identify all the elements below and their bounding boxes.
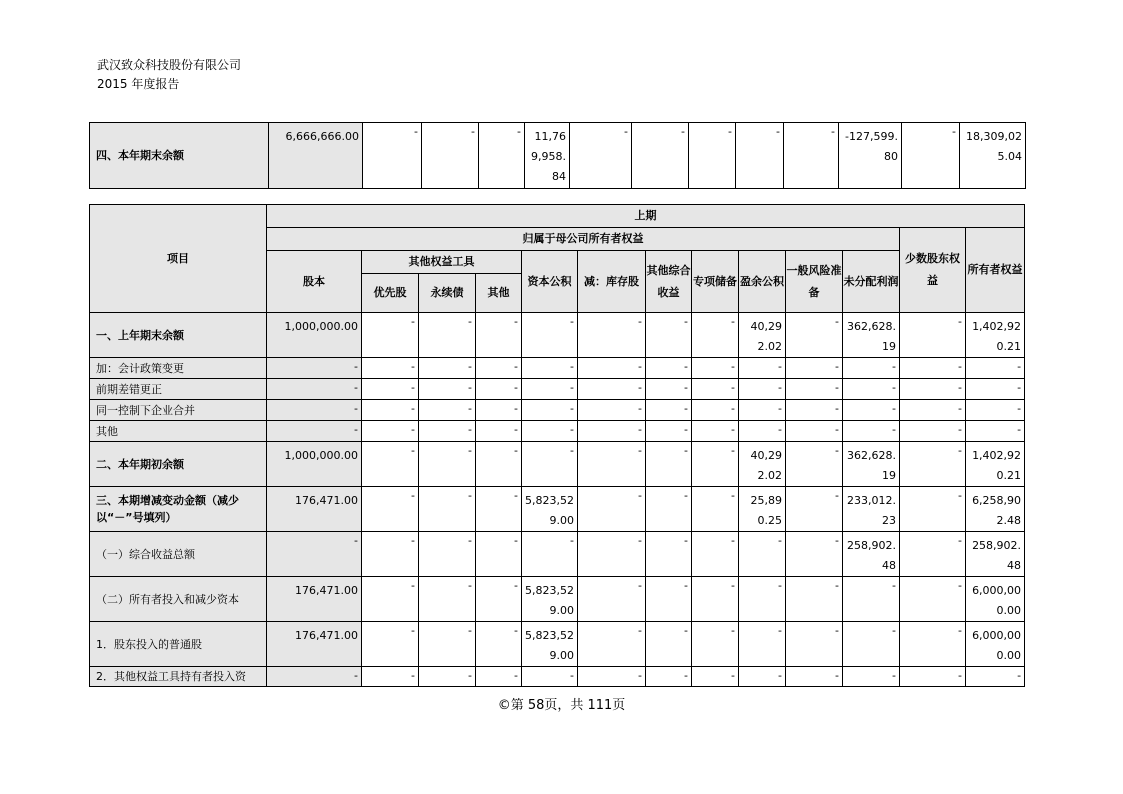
table-cell: - — [422, 123, 479, 189]
parent-equity-header: 归属于母公司所有者权益 — [267, 228, 900, 251]
table-cell: - — [522, 379, 578, 400]
table-cell: - — [786, 487, 843, 532]
table-cell: - — [522, 442, 578, 487]
table-cell: - — [692, 400, 739, 421]
table-cell: - — [476, 577, 522, 622]
table-cell: - — [267, 421, 362, 442]
table-cell: - — [966, 667, 1025, 687]
table-cell: - — [476, 400, 522, 421]
table-cell: - — [646, 421, 692, 442]
table-cell: - — [646, 532, 692, 577]
table-row — [90, 622, 1025, 667]
table-cell: - — [692, 532, 739, 577]
minority-header: 少数股东权益 — [900, 228, 966, 313]
row-label: 前期差错更正 — [90, 379, 267, 400]
table-cell: 18,309,025.04 — [960, 123, 1026, 189]
table-cell: - — [578, 667, 646, 687]
table-cell: - — [692, 622, 739, 667]
table-cell: - — [692, 577, 739, 622]
table-row — [90, 421, 1025, 442]
table-cell: - — [476, 622, 522, 667]
table-cell: - — [966, 421, 1025, 442]
table-cell: - — [522, 667, 578, 687]
table-cell: - — [570, 123, 632, 189]
table-cell: - — [578, 358, 646, 379]
table-cell: - — [419, 358, 476, 379]
table-cell: - — [419, 379, 476, 400]
table-row — [90, 358, 1025, 379]
table-cell: 176,471.00 — [267, 622, 362, 667]
table-cell: - — [784, 123, 839, 189]
table-cell: - — [900, 532, 966, 577]
table-cell: 1,402,920.21 — [966, 442, 1025, 487]
table-cell: - — [578, 532, 646, 577]
table-cell: - — [419, 577, 476, 622]
table-cell: - — [362, 667, 419, 687]
table-cell: - — [522, 313, 578, 358]
report-header — [97, 56, 241, 94]
row-label: 1．股东投入的普通股 — [90, 622, 267, 667]
table-cell: - — [267, 400, 362, 421]
table-cell: - — [646, 667, 692, 687]
period-header: 上期 — [267, 205, 1025, 228]
table-cell: 25,890.25 — [739, 487, 786, 532]
table-cell: - — [419, 487, 476, 532]
table-cell: - — [362, 622, 419, 667]
table-cell: - — [900, 358, 966, 379]
table-row — [90, 532, 1025, 577]
table-cell: - — [419, 400, 476, 421]
table-cell: 258,902.48 — [966, 532, 1025, 577]
table-cell: - — [786, 532, 843, 577]
table-cell: - — [739, 577, 786, 622]
table-cell: - — [362, 313, 419, 358]
table-cell: 176,471.00 — [267, 577, 362, 622]
undistributed-header: 未分配利润 — [843, 251, 900, 313]
table-cell: - — [476, 442, 522, 487]
table-cell: - — [522, 358, 578, 379]
table-cell: 6,000,000.00 — [966, 577, 1025, 622]
table-cell: - — [843, 622, 900, 667]
capital-reserve-header: 资本公积 — [522, 251, 578, 313]
page-footer: ©第 58页，共 111页 — [497, 698, 626, 713]
table-cell: 1,000,000.00 — [267, 313, 362, 358]
table-cell: - — [362, 379, 419, 400]
table-cell: - — [843, 358, 900, 379]
table-cell: - — [739, 358, 786, 379]
table-cell: - — [646, 313, 692, 358]
table-cell: - — [476, 667, 522, 687]
treasury-header: 减：库存股 — [578, 251, 646, 313]
table-cell: - — [578, 313, 646, 358]
report-title: 2015 年度报告 — [97, 77, 180, 91]
table-cell: - — [419, 532, 476, 577]
table-cell: - — [900, 487, 966, 532]
table-cell: - — [692, 667, 739, 687]
table-cell: 11,769,958.84 — [525, 123, 570, 189]
table-cell: - — [966, 358, 1025, 379]
table-cell: 362,628.19 — [843, 442, 900, 487]
table-cell: 6,666,666.00 — [269, 123, 363, 189]
table-cell: - — [646, 379, 692, 400]
table-row — [90, 577, 1025, 622]
table-cell: - — [786, 400, 843, 421]
table-cell: - — [843, 421, 900, 442]
total-equity-header: 所有者权益 — [966, 228, 1025, 313]
table-cell: - — [739, 379, 786, 400]
project-header: 项目 — [90, 205, 267, 313]
table-cell: - — [739, 622, 786, 667]
table-cell: - — [419, 313, 476, 358]
table-cell: - — [786, 379, 843, 400]
table-cell: - — [739, 421, 786, 442]
table-cell: - — [786, 442, 843, 487]
table-cell: - — [522, 400, 578, 421]
table-cell: - — [646, 442, 692, 487]
table-cell: - — [900, 667, 966, 687]
table-cell: - — [419, 667, 476, 687]
table-cell: 5,823,529.00 — [522, 577, 578, 622]
other-header: 其他 — [476, 274, 522, 313]
table-cell: 40,292.02 — [739, 442, 786, 487]
table-cell: 5,823,529.00 — [522, 487, 578, 532]
table-cell: 5,823,529.00 — [522, 622, 578, 667]
closing-balance-table — [89, 122, 1026, 189]
table-row — [90, 667, 1025, 687]
table-cell: - — [900, 622, 966, 667]
table-cell: - — [362, 577, 419, 622]
table-cell: - — [578, 487, 646, 532]
perpetual-header: 永续债 — [419, 274, 476, 313]
table-cell: - — [646, 622, 692, 667]
table-cell: - — [646, 358, 692, 379]
table-cell: - — [362, 442, 419, 487]
table-cell: - — [692, 421, 739, 442]
table-cell: - — [843, 577, 900, 622]
table-row — [90, 379, 1025, 400]
table-cell: - — [267, 358, 362, 379]
table-cell: - — [362, 400, 419, 421]
row-label: 其他 — [90, 421, 267, 442]
table-cell: - — [419, 622, 476, 667]
table-cell: 362,628.19 — [843, 313, 900, 358]
table-cell: - — [900, 421, 966, 442]
table-row — [90, 400, 1025, 421]
table-cell: - — [522, 421, 578, 442]
header-row-1 — [90, 205, 1025, 228]
table-cell: - — [692, 442, 739, 487]
table-cell: - — [578, 400, 646, 421]
table-cell: - — [578, 379, 646, 400]
table-cell: - — [632, 123, 689, 189]
table-cell: - — [476, 532, 522, 577]
table-cell: - — [786, 313, 843, 358]
table-cell: - — [362, 532, 419, 577]
row-label: （二）所有者投入和减少资本 — [90, 577, 267, 622]
table-cell: 176,471.00 — [267, 487, 362, 532]
table-cell: - — [843, 400, 900, 421]
table-cell: - — [419, 442, 476, 487]
row-label: 四、本年期末余额 — [90, 123, 269, 189]
risk-reserve-header: 一般风险准备 — [786, 251, 843, 313]
table-cell: - — [843, 667, 900, 687]
table-cell: 1,402,920.21 — [966, 313, 1025, 358]
table-cell: 258,902.48 — [843, 532, 900, 577]
table-cell: - — [578, 622, 646, 667]
table-cell: - — [900, 442, 966, 487]
table-row — [90, 313, 1025, 358]
closing-balance-row — [90, 123, 1026, 189]
table-cell: - — [692, 487, 739, 532]
table-cell: - — [900, 577, 966, 622]
table-cell: - — [362, 487, 419, 532]
table-cell: - — [267, 379, 362, 400]
table-cell: - — [786, 577, 843, 622]
table-cell: 1,000,000.00 — [267, 442, 362, 487]
table-cell: - — [267, 532, 362, 577]
table-cell: - — [578, 577, 646, 622]
equity-changes-table — [89, 204, 1025, 687]
table-cell: - — [522, 532, 578, 577]
table-cell: - — [902, 123, 960, 189]
table-cell: - — [692, 379, 739, 400]
table-cell: - — [736, 123, 784, 189]
table-cell: - — [646, 577, 692, 622]
table-cell: - — [739, 532, 786, 577]
table-cell: - — [646, 487, 692, 532]
table-cell: - — [900, 313, 966, 358]
row-label: 2．其他权益工具持有者投入资 — [90, 667, 267, 687]
table-cell: - — [476, 313, 522, 358]
row-label: 三、本期增减变动金额（减少以“－”号填列） — [90, 487, 267, 532]
table-cell: - — [578, 421, 646, 442]
table-cell: - — [692, 358, 739, 379]
table-cell: - — [479, 123, 525, 189]
table-cell: 6,258,902.48 — [966, 487, 1025, 532]
oci-header: 其他综合收益 — [646, 251, 692, 313]
special-reserve-header: 专项储备 — [692, 251, 739, 313]
table-cell: - — [786, 667, 843, 687]
table-row — [90, 442, 1025, 487]
surplus-reserve-header: 盈余公积 — [739, 251, 786, 313]
table-cell: - — [476, 358, 522, 379]
table-row — [90, 487, 1025, 532]
table-cell: - — [786, 622, 843, 667]
table-cell: - — [646, 400, 692, 421]
table-cell: - — [362, 421, 419, 442]
table-cell: -127,599.80 — [839, 123, 902, 189]
other-equity-header: 其他权益工具 — [362, 251, 522, 274]
row-label: 二、本年期初余额 — [90, 442, 267, 487]
company-name: 武汉致众科技股份有限公司 — [97, 58, 242, 72]
table-cell: 40,292.02 — [739, 313, 786, 358]
table-cell: - — [966, 400, 1025, 421]
table-cell: - — [363, 123, 422, 189]
table-cell: - — [786, 421, 843, 442]
table-cell: - — [578, 442, 646, 487]
table-cell: - — [786, 358, 843, 379]
table-cell: - — [419, 421, 476, 442]
table-cell: - — [267, 667, 362, 687]
share-capital-header: 股本 — [267, 251, 362, 313]
table-cell: - — [692, 313, 739, 358]
row-label: 加：会计政策变更 — [90, 358, 267, 379]
table-cell: - — [739, 667, 786, 687]
table-cell: - — [966, 379, 1025, 400]
table-cell: - — [689, 123, 736, 189]
table-cell: - — [476, 487, 522, 532]
table-cell: 6,000,000.00 — [966, 622, 1025, 667]
row-label: 一、上年期末余额 — [90, 313, 267, 358]
preferred-header: 优先股 — [362, 274, 419, 313]
row-label: 同一控制下企业合并 — [90, 400, 267, 421]
table-cell: 233,012.23 — [843, 487, 900, 532]
table-cell: - — [843, 379, 900, 400]
table-cell: - — [900, 379, 966, 400]
table-cell: - — [739, 400, 786, 421]
table-cell: - — [362, 358, 419, 379]
table-cell: - — [476, 379, 522, 400]
table-cell: - — [476, 421, 522, 442]
row-label: （一）综合收益总额 — [90, 532, 267, 577]
table-cell: - — [900, 400, 966, 421]
